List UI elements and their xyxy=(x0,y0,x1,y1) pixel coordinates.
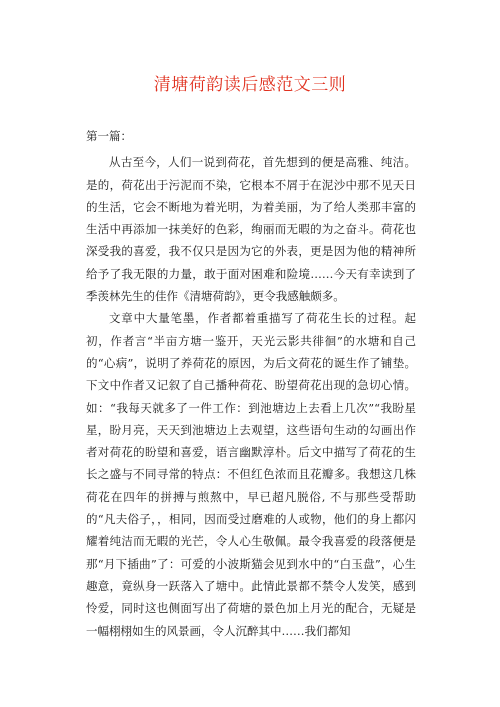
document-title: 清塘荷韵读后感范文三则 xyxy=(153,75,347,95)
document-body xyxy=(86,125,416,642)
section-label: 第一篇： xyxy=(86,129,132,143)
paragraph-1: 从古至今，人们一说到荷花，首先想到的便是高雅、纯洁。是的，荷花出于污泥而不染，它根本不屑于在泥沙中那不见天日的生活，它会不断地为着光明，为着美丽，为了给人类那丰富的生活中再添加一抹美好的色彩，绚丽而无暇的为之奋斗。荷花也深受我的喜爱，我不仅只是因为它的外表，更是因为他的精神所给予了我无限的力量，敢于面对困难和险境……今天有幸读到了季羡林先生的佳作《清塘荷韵》，更令我感触颇多。 xyxy=(86,155,416,304)
paragraph-2: 文章中大量笔墨，作者都着重描写了荷花生长的过程。起初，作者言“半亩方塘一鉴开，天光云影共徘徊”的水塘和自己的“心病”，说明了养荷花的原因，为后文荷花的诞生作了铺垫。下文中作者又记叙了自己播种荷花、盼望荷花出现的急切心情。如：“我每天就多了一件工作：到池塘边上去看上几次”“我盼星星，盼月亮，天天到池塘边上去观望，这些语句生动的勾画出作者对荷花的盼望和喜爱，语言幽默淳朴。后文中描写了荷花的生长之盛与不同寻常的特点：不但红色浓而且花瓣多。我想这几株荷花在四年的拼搏与煎熬中，早已超凡脱俗, 不与那些受帮助的“凡夫俗子，，相同，因而受过磨难的人或物，他们的身上都闪耀着纯洁而无暇的光芒，令人心生敬佩。最令我喜爱的段落便是那“月下插曲”了：可爱的小波斯猫会见到水中的“白玉盘”，心生趣意，竟纵身一跃落入了塘中。此情此景都不禁令人发笑，感到怜爱，同时这也侧面写出了荷塘的景色加上月光的配合，无疑是一幅栩栩如生的风景画，令人沉醉其中……我们都知 xyxy=(86,311,416,638)
